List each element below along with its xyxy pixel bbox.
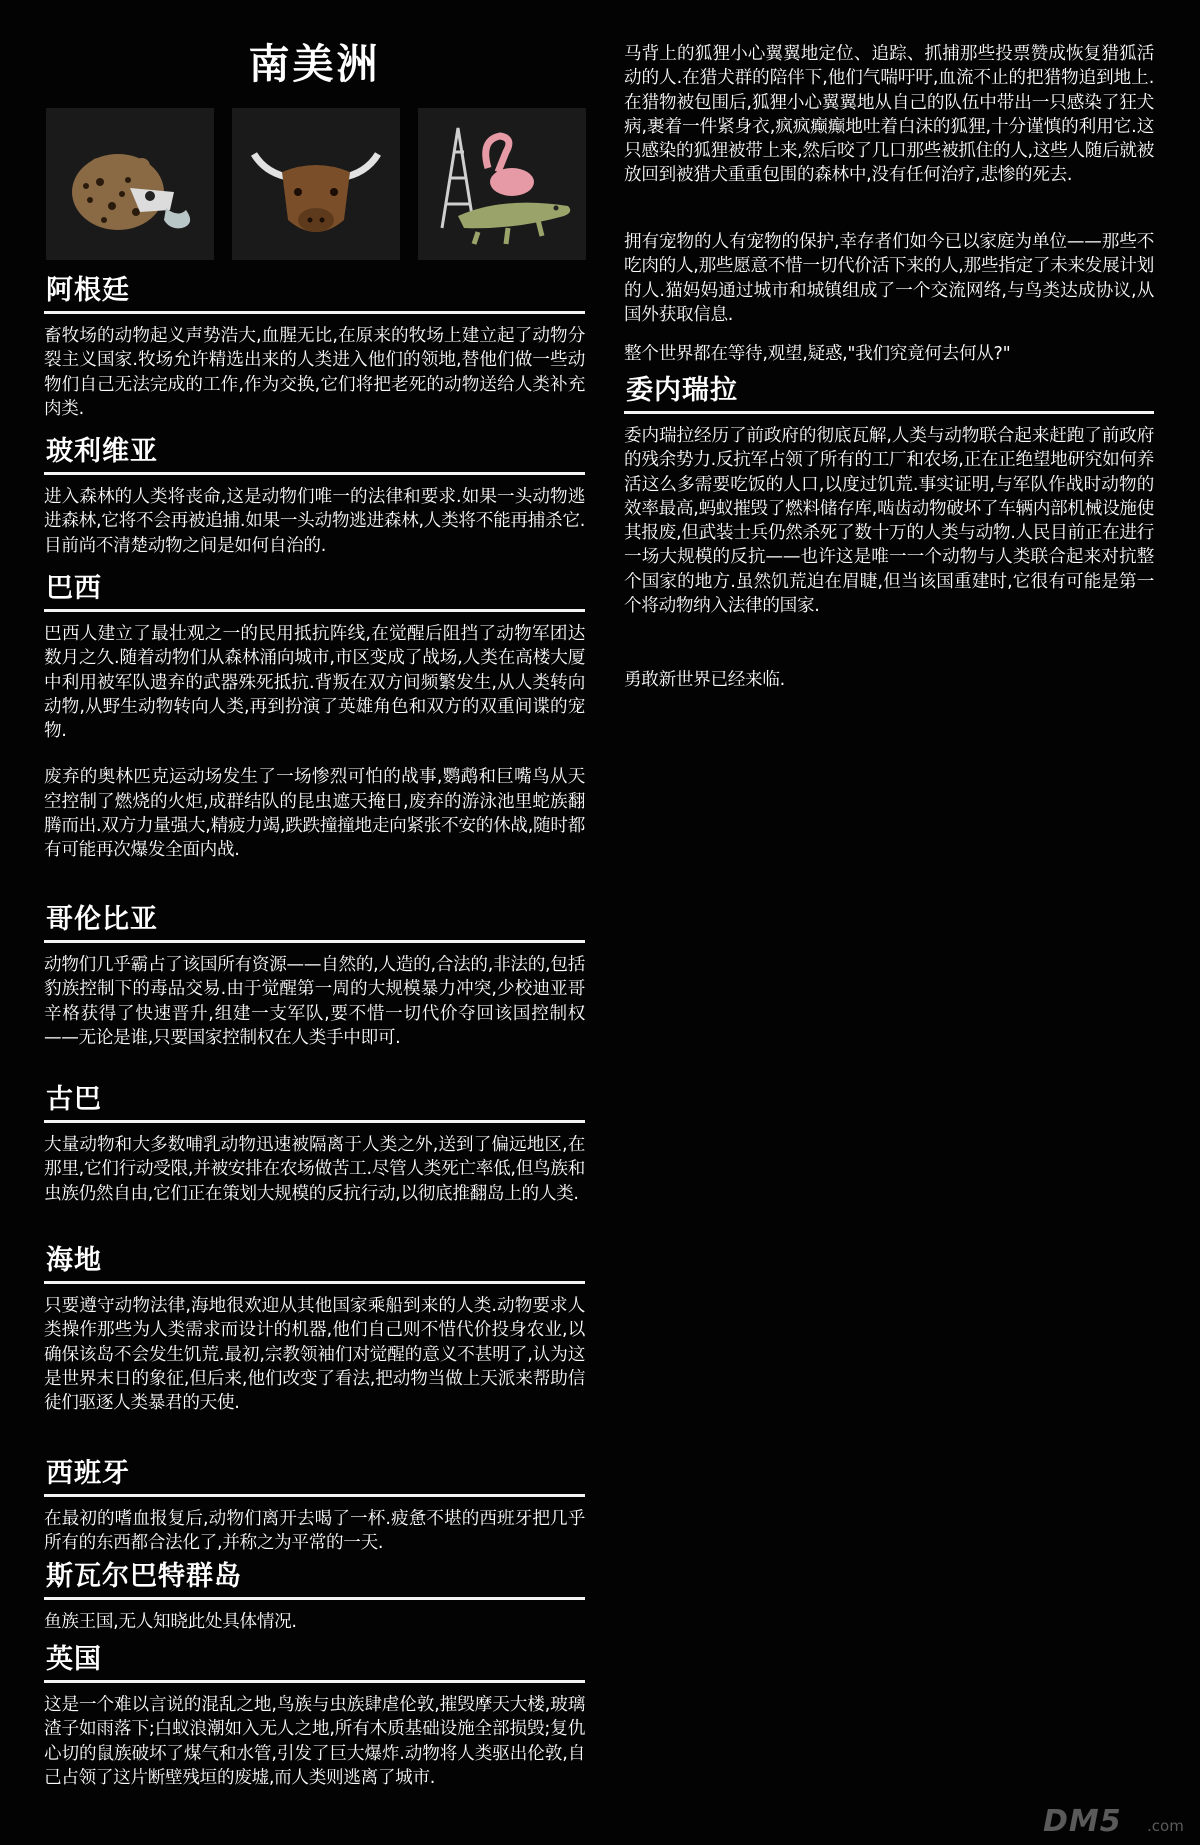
- page-title: 南美洲: [248, 40, 381, 88]
- closing-line: 勇敢新世界已经来临.: [624, 670, 785, 690]
- section-divider: [44, 1597, 585, 1600]
- icon-row: [46, 108, 586, 260]
- section-title: 海地: [46, 1245, 102, 1276]
- paragraph: 大量动物和大多数哺乳动物迅速被隔离于人类之外,送到了偏远地区,在那里,它们行动受限,并被安排在农场做苦工.尽管人类死亡率低,但鸟族和虫族仍然自由,它们正在策划大规模的反抗行动,以彻底推翻岛上的人类.: [44, 1135, 585, 1204]
- section-divider: [44, 1120, 585, 1123]
- section-title: 阿根廷: [46, 275, 130, 306]
- section-colombia: [44, 902, 585, 1050]
- section-title: 哥伦比亚: [46, 904, 158, 935]
- section-divider: [44, 1494, 585, 1497]
- section-argentina: [44, 273, 585, 421]
- paragraph: 鱼族王国,无人知晓此处具体情况.: [44, 1612, 297, 1632]
- watermark-domain: .com: [1147, 1817, 1184, 1835]
- paragraph: 在最初的嗜血报复后,动物们离开去喝了一杯.疲惫不堪的西班牙把几乎所有的东西都合法化了,并称之为平常的一天.: [44, 1509, 585, 1554]
- section-spain: [44, 1456, 585, 1556]
- section-divider: [624, 411, 1154, 414]
- watermark-text: DM5: [1043, 1804, 1122, 1839]
- section-divider: [44, 1680, 585, 1683]
- section-body: [44, 1133, 585, 1206]
- section-body: [44, 622, 585, 863]
- section-title: 玻利维亚: [46, 436, 158, 467]
- section-body: [44, 953, 585, 1050]
- paragraph: 动物们几乎霸占了该国所有资源——自然的,人造的,合法的,非法的,包括豹族控制下的毒品交易.由于觉醒第一周的大规模暴力冲突,少校迪亚哥辛格获得了快速晋升,组建一支军队,要不惜一切代价夺回该国控制权——无论是谁,只要国家控制权在人类手中即可.: [44, 955, 585, 1048]
- paragraph: 只要遵守动物法律,海地很欢迎从其他国家乘船到来的人类.动物要求人类操作那些为人类需求而设计的机器,他们自己则不惜代价投身农业,以确保该岛不会发生饥荒.最初,宗教领袖们对觉醒的意义不甚明了,认为这是世界末日的象征,但后来,他们改变了看法,把动物当做上天派来帮助信徒们驱逐人类暴君的天使.: [44, 1296, 585, 1414]
- section-body: [44, 485, 585, 558]
- section-brazil: [44, 571, 585, 863]
- section-divider: [44, 940, 585, 943]
- paragraph: 拥有宠物的人有宠物的保护,幸存者们如今已以家庭为单位——那些不吃肉的人,那些愿意不惜一切代价活下来的人,那些指定了未来发展计划的人.猫妈妈通过城市和城镇组成了一个交流网络,与鸟类达成协议,从国外获取信息.: [624, 232, 1154, 325]
- section-cuba: [44, 1082, 585, 1206]
- section-title: 斯瓦尔巴特群岛: [46, 1561, 242, 1592]
- section-haiti: [44, 1243, 585, 1415]
- paragraph: 废弃的奥林匹克运动场发生了一场惨烈可怕的战事,鹦鹉和巨嘴鸟从天空控制了燃烧的火炬,成群结队的昆虫遮天掩日,废弃的游泳池里蛇族翻腾而出.双方力量强大,精疲力竭,跌跌撞撞地走向紧张不安的休战,随时都有可能再次爆发全面内战.: [44, 767, 585, 861]
- section-body: [624, 424, 1154, 618]
- paragraph: 进入森林的人类将丧命,这是动物们唯一的法律和要求.如果一头动物逃进森林,它将不会再被追捕.如果一头动物逃进森林,人类将不能再捕杀它.目前尚不清楚动物之间是如何自治的.: [44, 487, 585, 556]
- section-title: 古巴: [46, 1084, 102, 1115]
- flamingo-crocodile-oil-rig-icon: [418, 108, 586, 260]
- section-uk: [44, 1642, 585, 1790]
- section-body: [44, 324, 585, 421]
- section-body: [44, 1507, 585, 1556]
- paragraph: 巴西人建立了最壮观之一的民用抵抗阵线,在觉醒后阻挡了动物军团达数月之久.随着动物们从森林涌向城市,市区变成了战场,人类在高楼大厦中利用被军队遗弃的武器殊死抵抗.背叛在双方间频繁发生,从人类转向动物,从野生动物转向人类,再到扮演了英雄角色和双方的双重间谍的宠物.: [44, 624, 585, 742]
- section-title: 英国: [46, 1644, 102, 1675]
- section-title: 巴西: [46, 573, 102, 604]
- paragraph: 马背上的狐狸小心翼翼地定位、追踪、抓捕那些投票赞成恢复猎狐活动的人.在猎犬群的陪伴下,他们气喘吁吁,血流不止的把猎物追到地上.在猎物被包围后,狐狸小心翼翼地从自己的队伍中带出一只感染了狂犬病,裹着一件紧身衣,疯疯癫癫地吐着白沫的狐狸,十分谨慎的利用它.这只感染的狐狸被带上来,然后咬了几口那些被抓住的人,这些人随后就被放回到被猎犬重重包围的森林中,没有任何治疗,悲惨的死去.: [624, 44, 1154, 186]
- paragraph: 整个世界都在等待,观望,疑惑,"我们究竟何去何从?": [624, 344, 1011, 364]
- section-svalbard: [44, 1559, 585, 1634]
- section-body: [44, 1693, 585, 1790]
- section-venezuela: [624, 373, 1154, 618]
- jaguar-skull-icon: [46, 108, 214, 260]
- paragraph: 畜牧场的动物起义声势浩大,血腥无比,在原来的牧场上建立起了动物分裂主义国家.牧场允许精选出来的人类进入他们的领地,替他们做一些动物们自己无法完成的工作,作为交换,它们将把老死的动物送给人类补充肉类.: [44, 326, 585, 419]
- section-divider: [44, 1281, 585, 1284]
- section-divider: [44, 609, 585, 612]
- section-divider: [44, 311, 585, 314]
- section-title: 西班牙: [46, 1458, 130, 1489]
- paragraph: 委内瑞拉经历了前政府的彻底瓦解,人类与动物联合起来赶跑了前政府的残余势力.反抗军占领了所有的工厂和农场,正在正绝望地研究如何养活这么多需要吃饭的人口,以度过饥荒.事实证明,与军队作战时动物的效率最高,蚂蚁摧毁了燃料储存库,啮齿动物破坏了车辆内部机械设施使其报废,但武装士兵仍然杀死了数十万的人类与动物.人民目前正在进行一场大规模的反抗——也许这是唯一一个动物与人类联合起来对抗整个国家的地方.虽然饥荒迫在眉睫,但当该国重建时,它很有可能是第一个将动物纳入法律的国家.: [624, 426, 1154, 617]
- paragraph: 这是一个难以言说的混乱之地,鸟族与虫族肆虐伦敦,摧毁摩天大楼,玻璃渣子如雨落下;白蚁浪潮如入无人之地,所有木质基础设施全部损毁;复仇心切的鼠族破坏了煤气和水管,引发了巨大爆炸.动物将人类驱出伦敦,自己占领了这片断壁残垣的废墟,而人类则逃离了城市.: [44, 1695, 585, 1788]
- section-divider: [44, 472, 585, 475]
- section-bolivia: [44, 434, 585, 558]
- section-body: [44, 1610, 585, 1634]
- section-body: [44, 1294, 585, 1415]
- bull-head-icon: [232, 108, 400, 260]
- watermark-logo: [1043, 1806, 1193, 1838]
- section-title: 委内瑞拉: [626, 375, 738, 406]
